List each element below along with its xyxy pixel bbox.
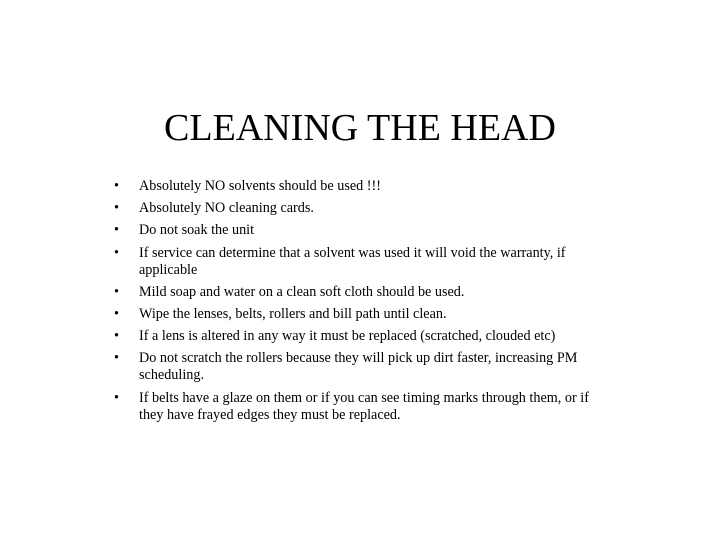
bullet-text: Mild soap and water on a clean soft cloth should be used. [139,283,465,300]
bullet-icon: • [114,305,119,322]
bullet-icon: • [114,244,119,261]
bullet-text: Do not soak the unit [139,222,255,239]
bullet-icon: • [114,222,119,239]
list-item [114,284,614,301]
list-item [114,200,614,217]
bullet-icon: • [114,350,119,367]
bullet-text: Do not scratch the rollers because they will pick up dirt faster, increasing PM scheduling. [139,350,578,384]
list-item [114,245,614,279]
bullet-icon: • [114,178,119,194]
slide-title: CLEANING THE HEAD [164,107,556,149]
bullet-icon: • [114,200,119,217]
bullet-text: Wipe the lenses, belts, rollers and bill path until clean. [139,305,447,322]
bullet-icon: • [114,389,119,406]
bullet-text: If a lens is altered in any way it must be replaced (scratched, clouded etc) [139,328,556,345]
bullet-text: If service can determine that a solvent was used it will void the warranty, if applicable [139,244,566,278]
list-item [114,350,614,384]
list-item [114,328,614,345]
bullet-text: If belts have a glaze on them or if you can see timing marks through them, or if they have frayed edges they must be replaced. [139,389,589,423]
bullet-icon: • [114,328,119,345]
bullet-icon: • [114,283,119,300]
list-item [114,390,614,424]
list-item [114,178,614,195]
bullet-list [114,178,614,429]
bullet-text: Absolutely NO solvents should be used !!! [139,178,381,194]
list-item [114,306,614,323]
list-item [114,222,614,239]
bullet-text: Absolutely NO cleaning cards. [139,200,314,217]
